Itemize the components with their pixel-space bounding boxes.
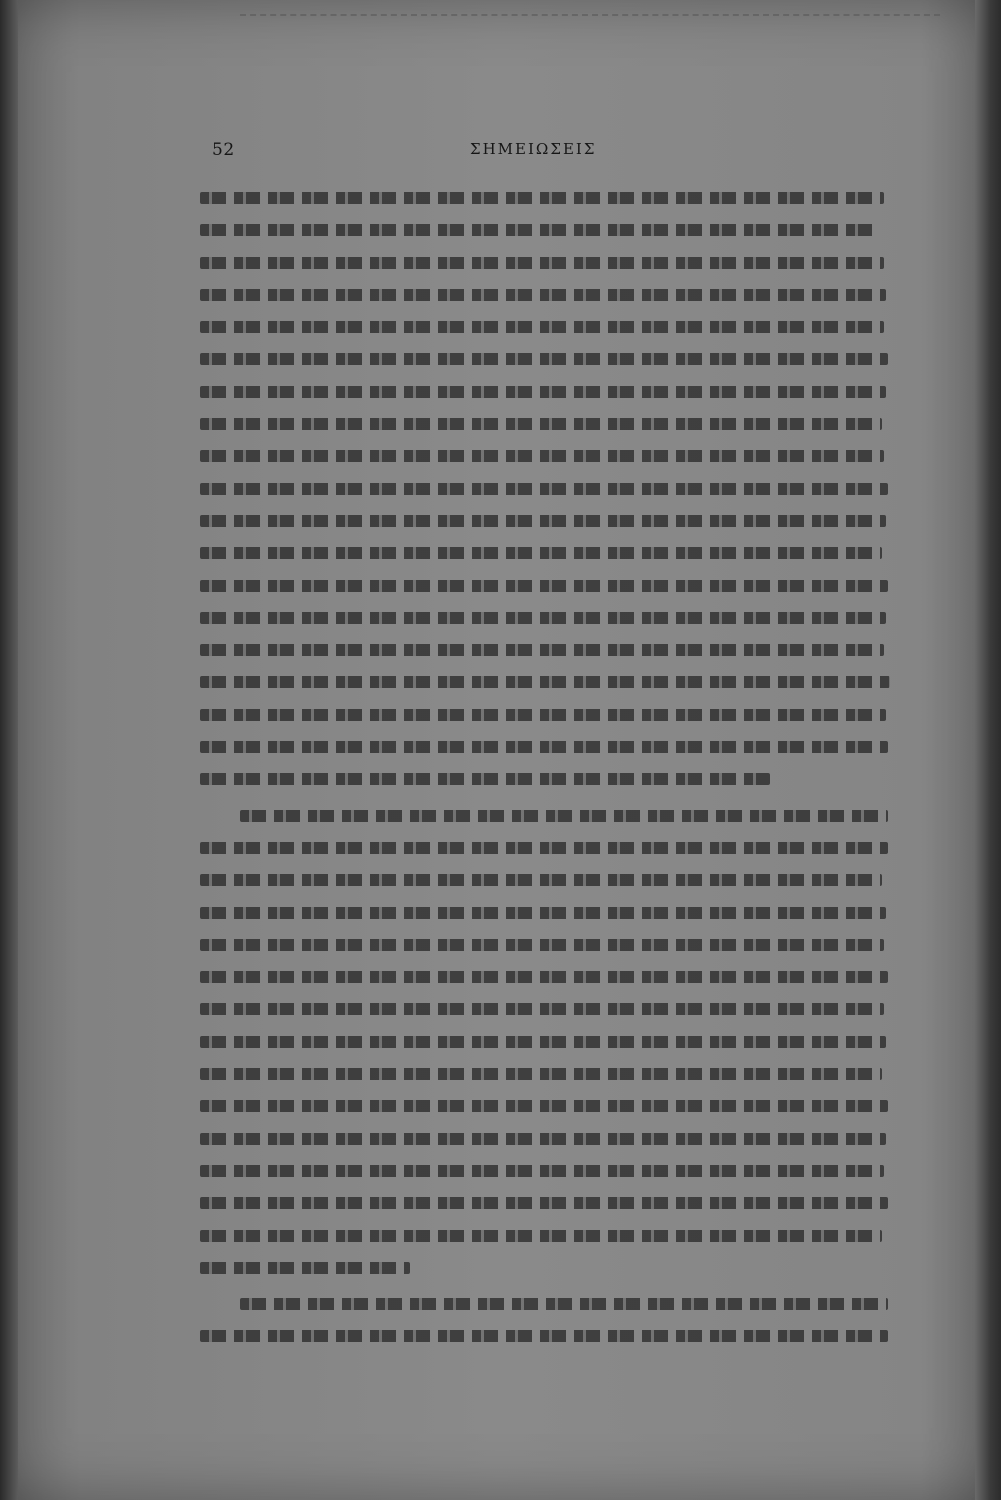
text-ink [200,773,770,785]
text-ink [200,676,890,688]
text-line [200,600,890,632]
text-line [200,1185,890,1217]
text-line [200,374,890,406]
text-line [200,212,890,244]
text-ink [200,907,886,919]
text-ink [200,192,884,204]
torn-top-edge [240,6,940,16]
text-ink [200,483,888,495]
text-line [200,862,890,894]
text-ink [200,1197,888,1209]
paragraph-pragmatika [200,798,890,1282]
text-line [200,830,890,862]
text-line [200,471,890,503]
text-ink [200,1230,882,1242]
text-line [200,180,890,212]
text-ink [200,1165,884,1177]
text-line [200,1153,890,1185]
page-number: 52 [212,140,235,160]
text-ink [200,709,886,721]
text-ink [200,1262,410,1274]
running-head: ΣΗΜΕΙΩΣΕΙΣ [470,140,597,158]
text-line [200,664,890,696]
text-line [200,341,890,373]
text-ink [200,971,888,983]
text-ink [200,644,884,656]
text-line [200,309,890,341]
text-line [200,959,890,991]
text-line [200,1318,890,1350]
text-line [200,798,890,830]
text-ink [200,1036,886,1048]
text-line [200,761,890,793]
text-ink [200,939,884,951]
text-line [200,568,890,600]
text-ink [200,224,880,236]
text-ink [200,450,884,462]
text-ink [200,547,882,559]
text-ink [200,580,888,592]
text-ink [200,353,888,365]
text-line [200,991,890,1023]
text-line [200,1056,890,1088]
text-ink [200,1068,882,1080]
body-text [200,180,890,1351]
paragraph-glossika [200,1286,890,1351]
text-line [200,245,890,277]
text-ink [200,321,884,333]
text-ink [200,741,888,753]
text-ink [240,1298,888,1310]
text-line [200,406,890,438]
text-ink [240,810,888,822]
text-line [200,277,890,309]
paragraph-notes [200,180,890,794]
text-ink [200,515,886,527]
text-line [200,1024,890,1056]
text-line [200,927,890,959]
text-line [200,632,890,664]
text-ink [200,842,888,854]
text-line [200,503,890,535]
text-line [200,1218,890,1250]
text-ink [200,257,884,269]
text-ink [200,1330,888,1342]
text-line [200,697,890,729]
text-line [200,535,890,567]
text-line [200,1088,890,1120]
text-line [200,729,890,761]
text-ink [200,1133,886,1145]
text-line [200,1250,890,1282]
text-ink [200,289,886,301]
text-ink [200,874,882,886]
text-ink [200,386,886,398]
text-line [200,1286,890,1318]
text-ink [200,612,886,624]
text-line [200,1121,890,1153]
text-ink [200,418,882,430]
text-line [200,438,890,470]
text-ink [200,1100,888,1112]
text-line [200,895,890,927]
text-ink [200,1003,884,1015]
